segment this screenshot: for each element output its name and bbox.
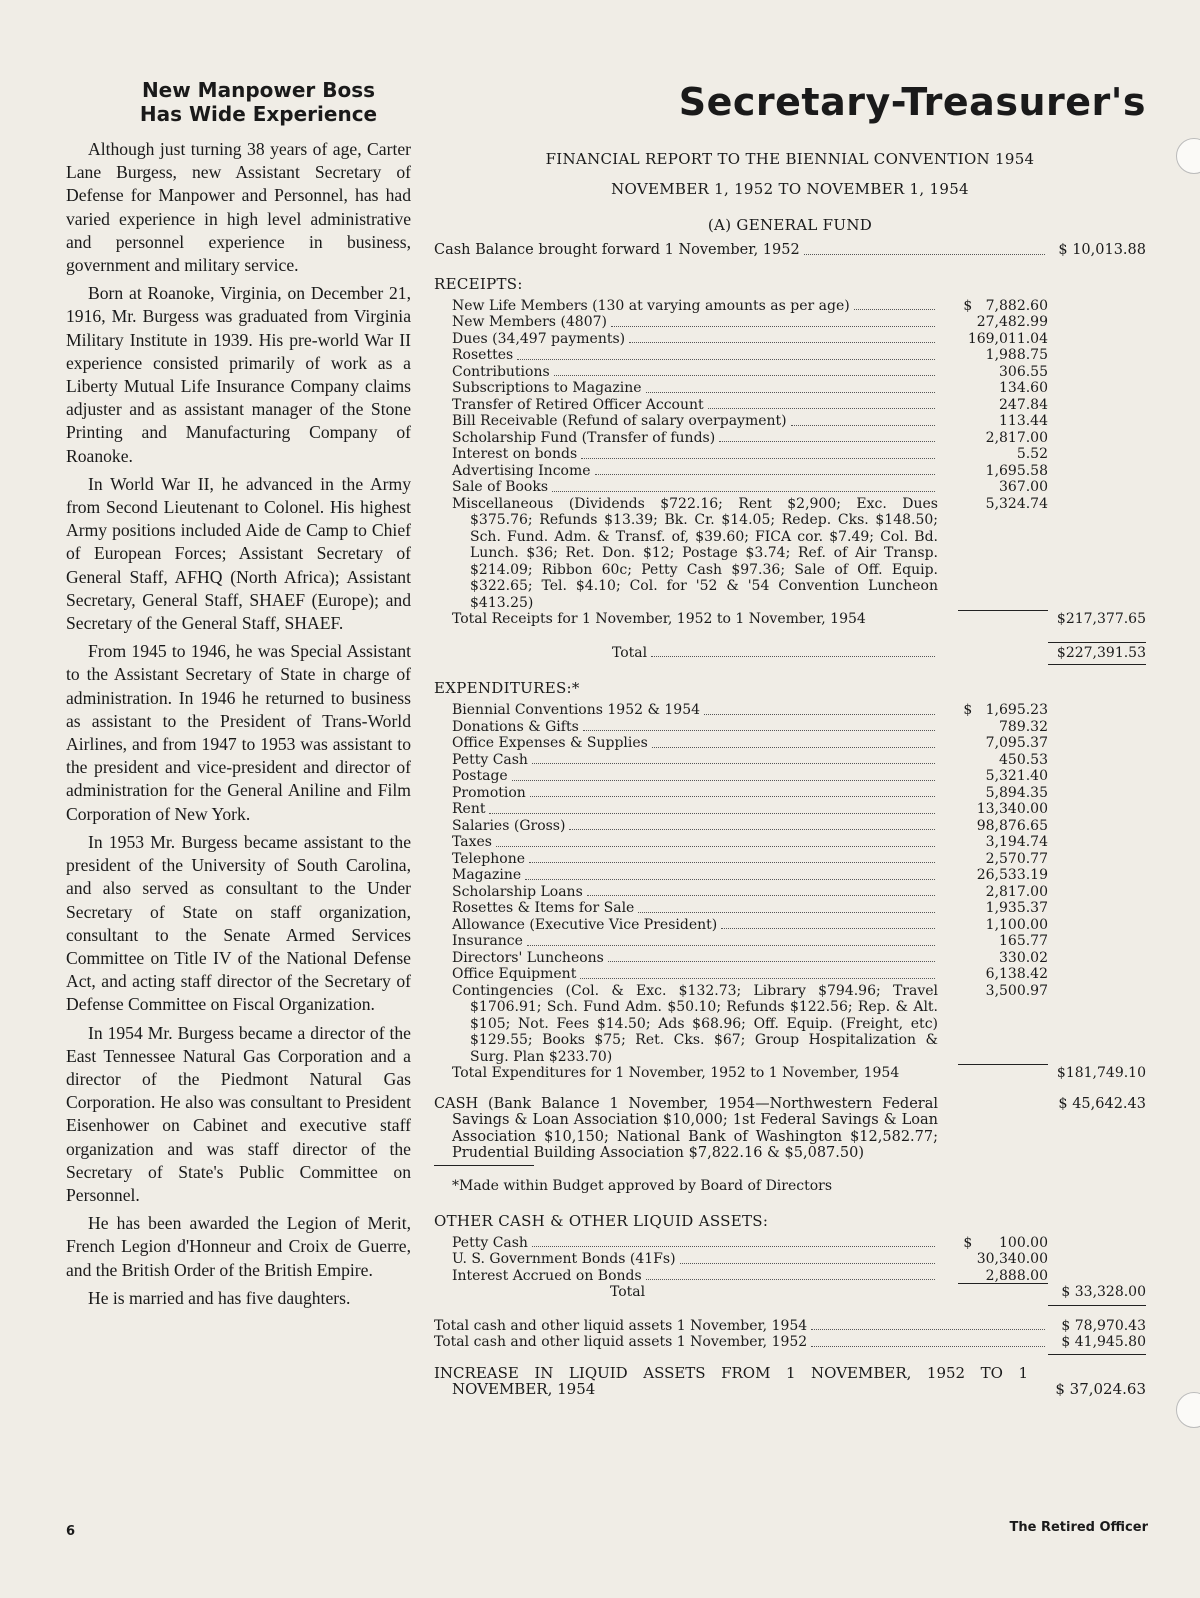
table-row: [434, 298, 1146, 315]
table-row: [434, 884, 1146, 901]
article-paragraph: He has been awarded the Legion of Merit, French Legion d'Honneur and Croix de Guerre, and the British Order of the British Empire.: [66, 1213, 411, 1280]
row-amount: 247.84: [999, 396, 1048, 413]
report-title: Secretary-Treasurer's: [678, 80, 1146, 124]
table-row: [434, 430, 1146, 447]
row-amount: 789.32: [999, 718, 1048, 735]
table-row: [434, 1251, 1146, 1268]
row-label: Postage: [452, 768, 508, 784]
row-amount: 5,894.35: [985, 784, 1048, 801]
row-label: Rosettes & Items for Sale: [452, 900, 635, 916]
row-amount: 367.00: [999, 479, 1048, 495]
row-total: $181,749.10: [1056, 1065, 1146, 1081]
table-row: [434, 966, 1146, 983]
row-label: Subscriptions to Magazine: [452, 380, 642, 396]
row-amount: 27,482.99: [976, 314, 1048, 330]
expenditures-heading: EXPENDITURES:*: [434, 679, 580, 697]
row-amount: 2,817.00: [985, 883, 1048, 900]
row-label: Allowance (Executive Vice President): [452, 916, 718, 933]
row-amount: 1,100.00: [985, 916, 1048, 933]
row-label: Total cash and other liquid assets 1 November, 1954: [434, 1317, 808, 1334]
expenditures-total-row: [434, 1065, 1146, 1082]
other-total-row: [434, 1284, 1146, 1301]
report-period: NOVEMBER 1, 1952 TO NOVEMBER 1, 1954: [611, 180, 969, 198]
table-row: [434, 463, 1146, 480]
table-row: [434, 834, 1146, 851]
table-row: [434, 331, 1146, 348]
article-paragraph: In 1954 Mr. Burgess became a director of the East Tennessee Natural Gas Corporation and a director of the Piedmont Natural Gas Corporation. He also was consultant to President Eisenhower on Cabinet and executive staff organization and was staff director of the Secretary of State's Public Committee on Personnel.: [66, 1022, 411, 1205]
table-row: [434, 413, 1146, 430]
row-label: Petty Cash: [452, 751, 528, 768]
row-amount: 3,194.74: [985, 834, 1048, 850]
article-paragraph: In 1953 Mr. Burgess became assistant to the president of the University of South Carolina, and also served as consultant to the Under Secretary of State on staff organization, consultant to the Senate Armed Services Committee on Title IV of the National Defense Act, and acting staff director of the Secretary of Defense Committee on Fiscal Organization.: [66, 831, 411, 1015]
increase-row: [434, 1365, 1146, 1398]
row-amount: 113.44: [999, 413, 1048, 429]
row-total: $ 37,024.63: [1055, 1380, 1146, 1398]
row-total: $217,377.65: [1056, 611, 1146, 627]
row-total: $ 41,945.80: [1061, 1334, 1146, 1350]
row-total: $ 45,642.43: [1058, 1095, 1146, 1112]
row-amount: 1,988.75: [985, 347, 1048, 363]
row-amount: 7,095.37: [985, 735, 1048, 751]
row-label: Promotion: [452, 784, 526, 801]
row-label: Insurance: [452, 933, 523, 949]
table-row: [434, 801, 1146, 818]
table-row: [434, 867, 1146, 884]
row-amount: 134.60: [999, 380, 1048, 396]
table-row: [434, 752, 1146, 769]
row-amount: 165.77: [999, 933, 1048, 949]
table-row: [434, 347, 1146, 364]
publication-name: The Retired Officer: [1009, 1520, 1148, 1535]
table-row: [434, 900, 1146, 917]
table-row: [434, 1268, 1146, 1285]
article-headline: New Manpower Boss Has Wide Experience: [139, 78, 378, 126]
table-row: [434, 364, 1146, 381]
fund-heading: (A) GENERAL FUND: [707, 216, 873, 234]
row-amount: 1,935.37: [985, 900, 1048, 916]
row-label: Miscellaneous (Dividends $722.16; Rent $2,900; Exc. Dues $375.76; Refunds $13.39; Bk. Cr. $14.05; Redep. Cks. $148.50; Sch. Fund. Adm. & Transf. of, $39.60; FICA cor. $7.49; Col. Bd. Lunch. $36; Ret. Don. $12; Postage $3.74; Ref. of Air Transp. $214.09; Ribbon 60c; Petty Cash $97.36; Sale of Off. Equip. $322.65; Tel. $4.10; Col. for '52 & '54 Convention Luncheon $413.25): [452, 495, 943, 611]
table-row: [434, 917, 1146, 934]
table-row: [434, 983, 1146, 1066]
row-amount: 1,695.58: [985, 462, 1048, 479]
table-row: [434, 702, 1146, 719]
row-label: Rosettes: [452, 347, 514, 363]
cash-row: [434, 1096, 1146, 1162]
table-row: [434, 719, 1146, 736]
row-label: Office Equipment: [452, 966, 577, 982]
table-row: [434, 479, 1146, 496]
other-assets-list: [434, 1235, 1146, 1285]
table-row: [434, 380, 1146, 397]
row-label: New Life Members (130 at varying amounts as per age): [452, 297, 850, 314]
row-label: Office Expenses & Supplies: [452, 735, 648, 751]
row-label: Total: [610, 1284, 646, 1300]
table-row: [434, 1235, 1146, 1252]
table-row: [434, 818, 1146, 835]
row-total: $ 78,970.43: [1061, 1317, 1146, 1334]
row-label: Salaries (Gross): [452, 817, 566, 834]
table-row: [434, 397, 1146, 414]
row-label: Scholarship Loans: [452, 883, 583, 900]
row-label: Contingencies (Col. & Exc. $132.73; Library $794.96; Travel $1706.91; Sch. Fund Adm. $50.10; Refunds $122.56; Rep. & Alt. $105; Not. Fees $14.50; Ads $68.96; Off. Equip. (Freight, etc) $129.55; Books $75; Ret. Cks. $67; Group Hospitalization & Surg. Plan $233.70): [452, 982, 943, 1065]
row-amount: 2,817.00: [985, 429, 1048, 446]
row-amount: 98,876.65: [976, 817, 1048, 834]
row-label: Directors' Luncheons: [452, 949, 604, 966]
row-label: Transfer of Retired Officer Account: [452, 396, 704, 413]
grand-total-row: [434, 642, 1146, 662]
row-amount: 2,888.00: [985, 1267, 1048, 1284]
row-label: Biennial Conventions 1952 & 1954: [452, 702, 701, 718]
article-paragraph: Although just turning 38 years of age, Carter Lane Burgess, new Assistant Secretary of Defense for Manpower and Personnel, has had varied experience in high level administrative and personnel experience in business, government and military service.: [66, 139, 411, 276]
row-amount: 5.52: [1016, 446, 1048, 462]
page-number: 6: [66, 1524, 76, 1539]
table-row: [434, 785, 1146, 802]
row-label: U. S. Government Bonds (41Fs): [452, 1251, 676, 1267]
row-total: $ 10,013.88: [1058, 242, 1146, 258]
row-label: Interest Accrued on Bonds: [452, 1267, 642, 1284]
binder-hole: [1176, 138, 1200, 174]
row-label: Donations & Gifts: [452, 718, 579, 735]
receipts-list: [434, 298, 1146, 496]
row-label: Taxes: [452, 834, 492, 850]
row-label: INCREASE IN LIQUID ASSETS FROM 1 NOVEMBER, 1952 TO 1 NOVEMBER, 1954: [434, 1363, 1033, 1398]
binder-hole: [1176, 1392, 1200, 1428]
cash-forward-row: [434, 242, 1146, 259]
footnote: *Made within Budget approved by Board of Directors: [452, 1177, 833, 1194]
row-label: Telephone: [452, 850, 526, 867]
row-total: $227,391.53: [1048, 642, 1146, 662]
row-amount: 330.02: [999, 949, 1048, 966]
row-label: Bill Receivable (Refund of salary overpayment): [452, 413, 787, 429]
row-label: Total: [612, 644, 648, 661]
article-paragraph: In World War II, he advanced in the Army from Second Lieutenant to Colonel. His highest Army positions included Aide de Camp to Chief of European Forces; Assistant Secretary of General Staff, AFHQ (North Africa); Assistant Secretary, General Staff, SHAEF (Europe); and Secretary of the General Staff, SHAEF.: [66, 473, 411, 634]
row-amount: 5,324.74: [985, 495, 1048, 512]
row-amount: 6,138.42: [985, 966, 1048, 982]
row-label: Contributions: [452, 363, 550, 380]
article-column: [66, 78, 411, 1315]
row-label: Advertising Income: [452, 462, 591, 479]
row-amount: 30,340.00: [976, 1251, 1048, 1267]
row-label: Total Expenditures for 1 November, 1952 to 1 November, 1954: [452, 1065, 900, 1081]
row-amount: 450.53: [999, 751, 1048, 768]
financial-report: [434, 80, 1146, 1398]
row-label: Total cash and other liquid assets 1 November, 1952: [434, 1334, 808, 1350]
table-row: [434, 496, 1146, 612]
row-amount: $ 1,695.23: [963, 702, 1048, 718]
row-label: Total Receipts for 1 November, 1952 to 1 November, 1954: [452, 611, 866, 627]
table-row: [434, 314, 1146, 331]
row-amount: 13,340.00: [976, 801, 1048, 817]
liquid-1954-row: [434, 1318, 1146, 1335]
row-amount: 169,011.04: [967, 330, 1048, 347]
row-total: $ 33,328.00: [1061, 1284, 1146, 1300]
liquid-1952-row: [434, 1334, 1146, 1351]
table-row: [434, 851, 1146, 868]
article-paragraph: He is married and has five daughters.: [88, 1287, 351, 1308]
table-row: [434, 933, 1146, 950]
table-row: [434, 735, 1146, 752]
article-paragraph: From 1945 to 1946, he was Special Assistant to the Assistant Secretary of State in charge of administration. In 1946 he returned to business as assistant to the President of Trans-World Airlines, and from 1947 to 1953 was assistant to the president and vice-president and director of administration for the General Aniline and Film Corporation of New York.: [66, 641, 411, 824]
row-label: New Members (4807): [452, 314, 607, 330]
row-label: Petty Cash: [452, 1234, 528, 1251]
row-label: Sale of Books: [452, 479, 549, 495]
receipts-total-row: [434, 611, 1146, 628]
row-amount: 306.55: [999, 363, 1048, 380]
row-label: Cash Balance brought forward 1 November, 1952: [434, 242, 800, 258]
row-amount: $ 7,882.60: [963, 297, 1048, 314]
other-assets-heading: OTHER CASH & OTHER LIQUID ASSETS:: [434, 1211, 769, 1230]
row-amount: 3,500.97: [985, 982, 1048, 999]
row-amount: $ 100.00: [963, 1234, 1048, 1251]
article-paragraph: Born at Roanoke, Virginia, on December 21, 1916, Mr. Burgess was graduated from Virginia Military Institute in 1939. His pre-world War II experience consisted primarily of work as a Liberty Mutual Life Insurance Company claims adjuster and as assistant manager of the Stone Printing and Manufacturing Company of Roanoke.: [66, 283, 411, 466]
row-amount: 5,321.40: [985, 768, 1048, 784]
expenditures-list: [434, 702, 1146, 983]
table-row: [434, 446, 1146, 463]
row-label: Rent: [452, 801, 486, 817]
row-amount: 2,570.77: [985, 850, 1048, 867]
receipts-heading: RECEIPTS:: [434, 274, 523, 293]
table-row: [434, 950, 1146, 967]
table-row: [434, 768, 1146, 785]
row-amount: 26,533.19: [976, 867, 1048, 883]
row-label: CASH (Bank Balance 1 November, 1954—Northwestern Federal Savings & Loan Association $10,000; 1st Federal Savings & Loan Association $10,150; National Bank of Washington $12,582.77; Prudential Building Association $7,822.16 & $5,087.50): [434, 1095, 943, 1161]
row-label: Magazine: [452, 867, 522, 883]
row-label: Dues (34,497 payments): [452, 330, 626, 347]
report-subtitle: FINANCIAL REPORT TO THE BIENNIAL CONVENTION 1954: [545, 150, 1035, 168]
row-label: Interest on bonds: [452, 446, 578, 462]
row-label: Scholarship Fund (Transfer of funds): [452, 429, 716, 446]
